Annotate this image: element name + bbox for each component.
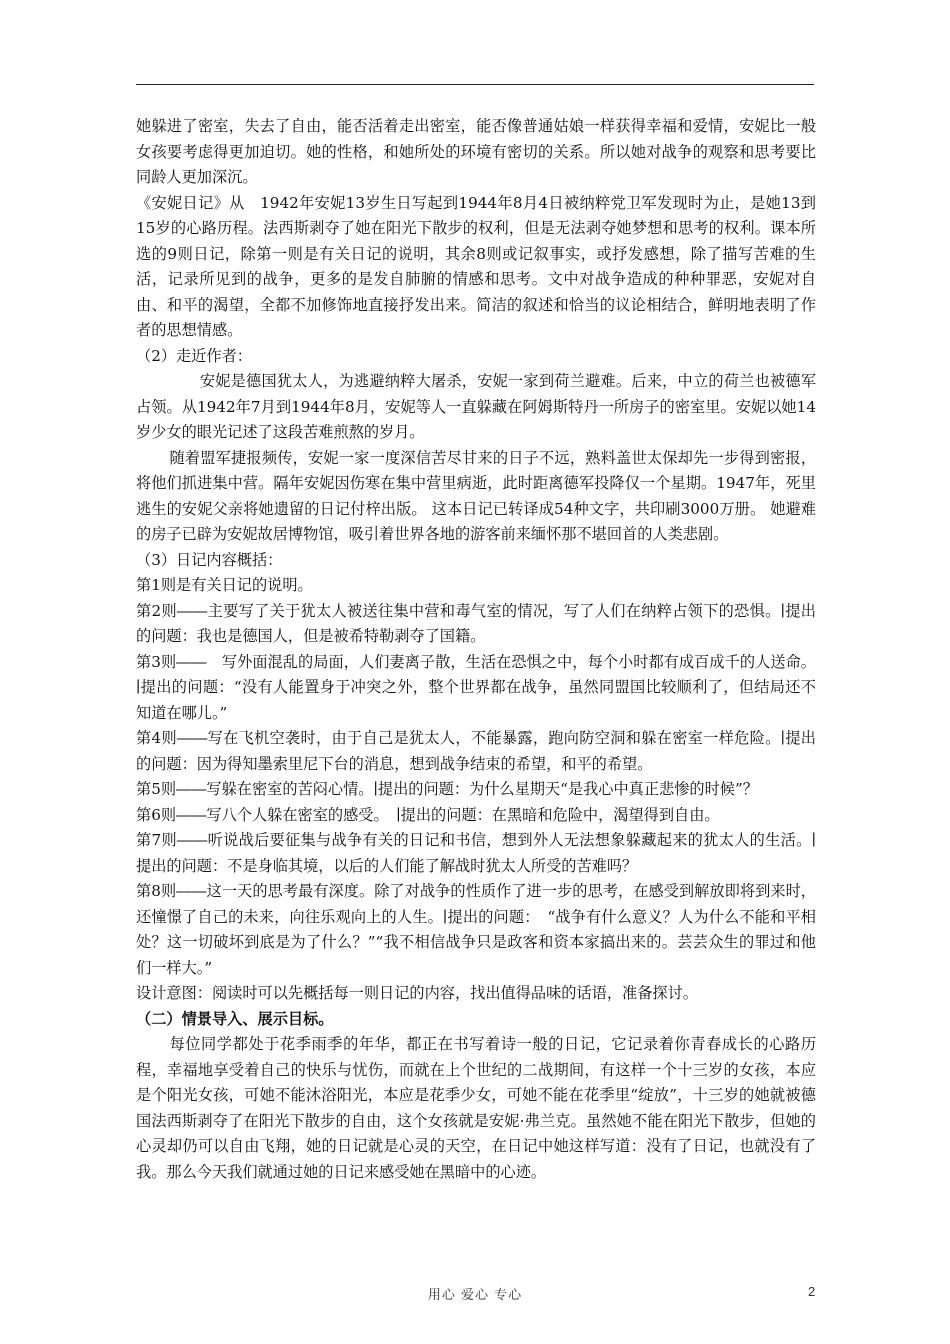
- page-number: 2: [808, 1284, 816, 1299]
- intro-paragraph-1: 她躲进了密室，失去了自由，能否活着走出密室，能否像普通姑娘一样获得幸福和爱情，安妮比一般女孩要考虑得更加迫切。她的性格，和她所处的环境有密切的关系。所以她对战争的观察和思考要比同龄人更加深沉。: [136, 117, 816, 186]
- document-body: [136, 114, 816, 1185]
- diary-entry: 第2则――主要写了关于犹太人被送往集中营和毒气室的情况，写了人们在纳粹占领下的恐惧。∣提出的问题：我也是德国人，但是被希特勒剥夺了国籍。: [136, 601, 816, 645]
- footer-motto: 用心 爱心 专心: [427, 1288, 523, 1303]
- author-paragraph-2: 随着盟军捷报频传，安妮一家一度深信苦尽甘来的日子不远，熟料盖世太保却先一步得到密报，将他们抓进集中营。隔年安妮因伤寒在集中营里病逝，此时距离德军投降仅一个星期。1947年，死里逃生的安妮父亲将她遗留的日记付梓出版。 这本日记已转译成54种文字，共印刷3000万册。 她避难的房子已辟为安妮故居博物馆，吸引着世界各地的游客前来缅怀那不堪回首的人类悲剧。: [136, 448, 816, 543]
- design-intent: 设计意图：阅读时可以先概括每一则日记的内容，找出值得品味的话语，准备探讨。: [136, 984, 698, 1002]
- section-heading-author: （2）走近作者：: [136, 346, 252, 365]
- header-rule: [136, 84, 814, 85]
- diary-entry: 第3则―― 写外面混乱的局面，人们妻离子散，生活在恐惧之中，每个小时都有成百成千的人送命。∣提出的问题：“没有人能置身于冲突之外，整个世界都在战争，虽然同盟国比较顺利了，但结局还不知道在哪儿。”: [136, 652, 816, 722]
- closing-paragraph: 每位同学都处于花季雨季的年华，都正在书写着诗一般的日记，它记录着你青春成长的心路历程，幸福地享受着自己的快乐与忧伤，而就在上个世纪的二战期间，有这样一个十三岁的女孩，本应是个阳光女孩，可她不能沐浴阳光，本应是花季少女，可她不能在花季里“绽放”，十三岁的她就被德国法西斯剥夺了在阳光下散步的自由，这个女孩就是安妮·弗兰克。虽然她不能在阳光下散步，但她的心灵却仍可以自由飞翔，她的日记就是心灵的天空，在日记中她这样写道：没有了日记，也就没有了我。那么今天我们就通过她的日记来感受她在黑暗中的心迹。: [136, 1035, 816, 1181]
- intro-paragraph-2: 《安妮日记》从 1942年安妮13岁生日写起到1944年8月4日被纳粹党卫军发现时为止，是她13到15岁的心路历程。法西斯剥夺了她在阳光下散步的权利，但是无法剥夺她梦想和思考的权利。课本所选的9则日记，除第一则是有关日记的说明，其余8则或记叙事实，或抒发感想，除了描写苦难的生活，记录所见到的战争，更多的是发自肺腑的情感和思考。文中对战争造成的种种罪恶，安妮对自由、和平的渴望，全都不加修饰地直接抒发出来。简洁的叙述和恰当的议论相结合，鲜明地表明了作者的思想情感。: [136, 193, 816, 339]
- section-heading-summary: （3）日记内容概括：: [136, 550, 283, 569]
- diary-entry: 第4则――写在飞机空袭时，由于自己是犹太人，不能暴露，跑向防空洞和躲在密室一样危险。∣提出的问题：因为得知墨索里尼下台的消息，想到战争结束的希望，和平的希望。: [136, 729, 816, 773]
- section-heading-intro: （二）情景导入、展示目标。: [136, 1009, 334, 1028]
- diary-entry: 第6则――写八个人躲在密室的感受。 ∣提出的问题：在黑暗和危险中，渴望得到自由。: [136, 805, 720, 824]
- diary-entry: 第7则――听说战后要征集与战争有关的日记和书信，想到外人无法想象躲藏起来的犹太人的生活。∣提出的问题：不是身临其境，以后的人们能了解战时犹太人所受的苦难吗？: [136, 831, 816, 875]
- diary-entry: 第5则――写躲在密室的苦闷心情。∣提出的问题：为什么星期天“是我心中真正悲惨的时候”？: [136, 780, 758, 798]
- diary-entry: 第8则――这一天的思考最有深度。除了对战争的性质作了进一步的思考，在感受到解放即将到来时，还憧憬了自己的未来，向往乐观向上的人生。∣提出的问题： “战争有什么意义？人为什么不能和平相处？这一切破坏到底是为了什么？”“我不相信战争只是政客和资本家搞出来的。芸芸众生的罪过和他们一样大。”: [136, 882, 816, 977]
- diary-entry: 第1则是有关日记的说明。: [136, 576, 313, 594]
- author-paragraph-1: 安妮是德国犹太人，为逃避纳粹大屠杀，安妮一家到荷兰避难。后来，中立的荷兰也被德军占领。从1942年7月到1944年8月，安妮等人一直躲藏在阿姆斯特丹一所房子的密室里。安妮以她14岁少女的眼光记述了这段苦难煎熬的岁月。: [136, 372, 816, 441]
